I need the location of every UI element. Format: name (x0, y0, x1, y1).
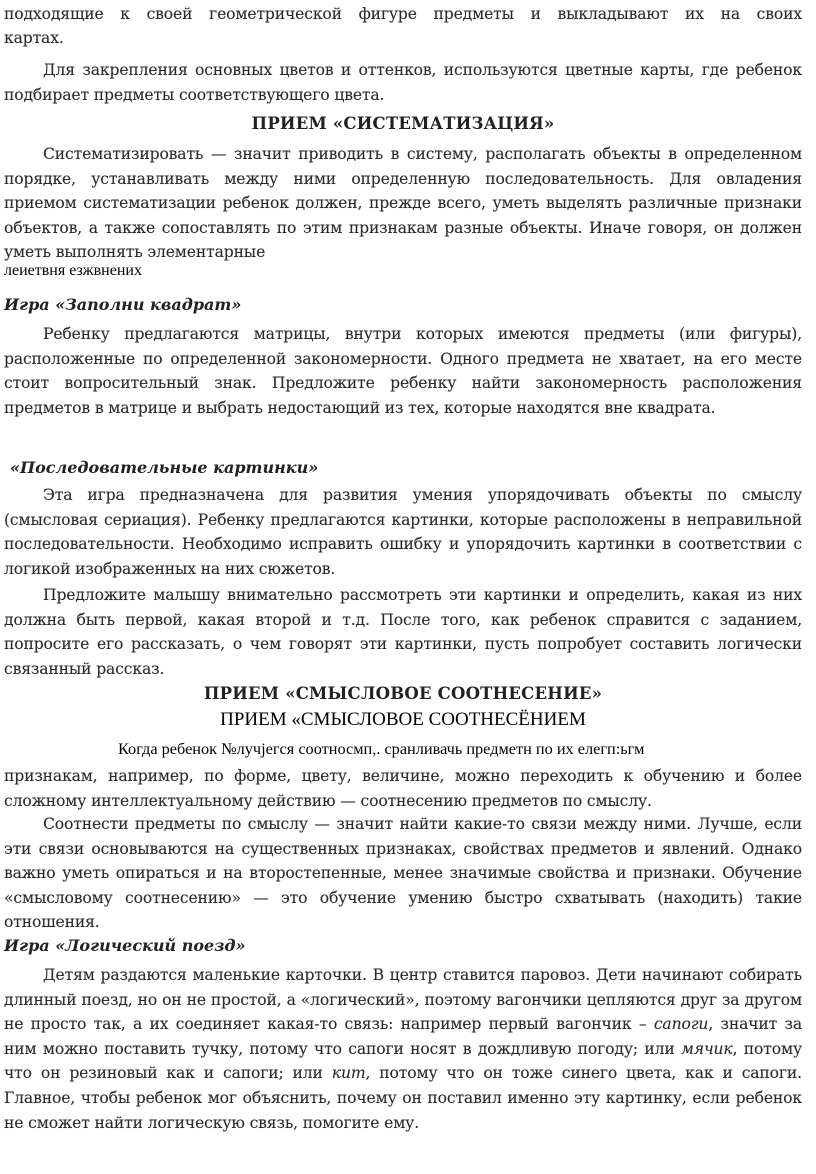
paragraph-color-cards: Для закрепления основных цветов и оттенков, используются цветные карты, где ребенок подбирает предметы соответствующего цвета. (4, 61, 802, 104)
paragraph-fragment-line-1: подходящие к своей геометрической фигуре предметы и выкладывают их на своих (4, 5, 802, 23)
game-heading-sequential-pictures: «Последовательные картинки» (10, 458, 319, 477)
game-heading-logic-train: Игра «Логический поезд» (4, 936, 246, 955)
paragraph-logic-train: Детям раздаются маленькие карточки. В центр ставится паровоз. Дети начинают собирать длинный поезд, но он не простой, а «логический», поэтому вагончики цепляются друг за другом не просто так, а их соединяет какая-то связь: например первый вагончик – сапоги, значит за ним можно поставить тучку, потому что сапоги носят в дождливую погоду; или мячик, потому что он резиновый как и сапоги; или кит, потому что он тоже синего цвета, как и сапоги. Главное, чтобы ребенок мог объяснить, почему он поставил именно эту картинку, если ребенок не сможет найти логическую связь, помогите ему. (4, 966, 802, 1132)
example-word-ball: мячик (681, 1039, 733, 1058)
heading-systematization: ПРИЕМ «СИСТЕМАТИЗАЦИЯ» (251, 114, 555, 133)
paragraph-feature-comparison: признакам, например, по форме, цвету, величине, можно переходить к обучению и более сложному интеллектуальному действию — соотнесению предметов по смыслу. (4, 767, 802, 810)
paragraph-fill-square: Ребенку предлагаются матрицы, внутри которых имеются предметы (или фигуры), расположенные по определенной закономерности. Одного предмета не хватает, на его месте стоит вопросительный знак. Предложите ребенку найти закономерность расположения предметов в матрице и выбрать недостающий из тех, которые находятся вне квадрата. (4, 325, 802, 417)
ocr-line-1: леиетвня езжвнених (4, 262, 142, 279)
heading-semantic-correlation: ПРИЕМ «СМЫСЛОВОЕ СООТНЕСЕНИЕ» (203, 684, 603, 703)
example-word-boots: сапоги (653, 1015, 709, 1034)
paragraph-meaning-correlation: Соотнести предметы по смыслу — значит найти какие-то связи между ними. Лучше, если эти связи основываются на существенных признаках, свойствах предметов и явлений. Однако важно уметь опираться и на второстепенные, менее значимые свойства и признаки. Обучение «смысловому соотнесению» — это обучение умению быстро схватывать (находить) такие отношения. (4, 815, 802, 932)
example-word-whale: кит (331, 1064, 366, 1083)
ocr-line-2: Когда ребенок №лучјегся соотносмп,. сранливачь предметн по их елегп:ьгм (118, 739, 645, 758)
ocr-heading-semantic-correlation: ПРИЕМ «СМЫСЛОВОЕ СООТНЕСЁНИЕМ (220, 709, 586, 730)
game-heading-fill-square: Игра «Заполни квадрат» (4, 295, 242, 314)
paragraph-ask-child: Предложите малышу внимательно рассмотреть эти картинки и определить, какая из них должна быть первой, какая второй и т.д. После того, как ребенок справится с заданием, попросите его рассказать, о чем говорят эти картинки, пусть попробует составить логически связанный рассказ. (4, 586, 802, 678)
paragraph-sequential-pictures: Эта игра предназначена для развития умения упорядочивать объекты по смыслу (смысловая сериация). Ребенку предлагаются картинки, которые расположены в неправильной последовательности. Необходимо исправить ошибку и упорядочить картинки в соответствии с логикой изображенных на них сюжетов. (4, 486, 802, 578)
paragraph-systematization: Систематизировать — значит приводить в систему, располагать объекты в определенном порядке, устанавливать между ними определенную последовательность. Для овладения приемом систематизации ребенок должен, прежде всего, уметь выделять различные признаки объектов, а также сопоставлять по этим признакам разные объекты. Иначе говоря, он должен уметь выполнять элементарные (4, 145, 802, 262)
paragraph-fragment-line-2: картах. (4, 29, 64, 47)
